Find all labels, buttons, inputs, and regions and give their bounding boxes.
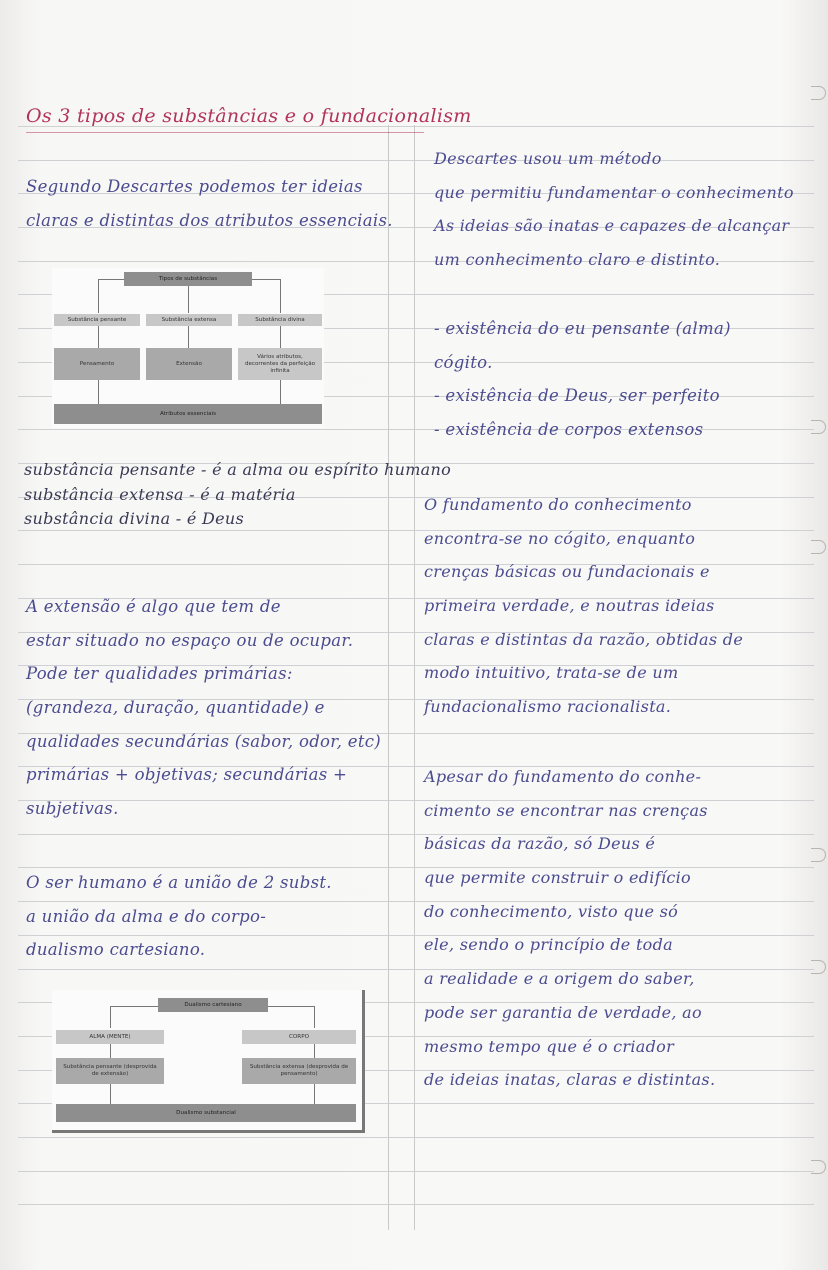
connector (314, 1084, 315, 1104)
margin-line-right (414, 125, 415, 1230)
text-line: Apesar do fundamento do conhe- (424, 767, 702, 786)
human-text (26, 866, 332, 967)
ruled-line (18, 1171, 814, 1172)
text-line: O fundamento do conhecimento (424, 495, 692, 514)
diagram-box-extension: Extensão (146, 348, 232, 380)
title-underline (26, 132, 424, 133)
text-line: claras e distintas da razão, obtidas de (424, 629, 744, 649)
text-line: a união da alma e do corpo- (26, 906, 267, 926)
text-line: do conhecimento, visto que só (424, 901, 679, 921)
text-line: Pode ter qualidades primárias: (26, 664, 293, 684)
diagram-box-body: CORPO (242, 1030, 356, 1044)
text-line: modo intuitivo, trata-se de um (424, 663, 679, 683)
text-line: A extensão é algo que tem de (26, 597, 281, 616)
connector (280, 326, 281, 348)
text-line: encontra-se no cógito, enquanto (424, 528, 696, 548)
god-text (424, 760, 715, 1097)
connector (110, 1044, 111, 1058)
connector (280, 380, 281, 404)
text-line: (grandeza, duração, quantidade) e (26, 698, 325, 718)
text-line: As ideias são inatas e capazes de alcançar (434, 216, 790, 236)
diagram-box-thinking: Substância pensante (54, 314, 140, 326)
binder-ring (811, 848, 826, 862)
diagram-box-divine: Substância divina (238, 314, 322, 326)
text-line: qualidades secundárias (sabor, odor, etc) (26, 731, 382, 751)
diagram-box-extended-substance: Substância extensa (desprovida de pensamento) (242, 1058, 356, 1084)
text-line: estar situado no espaço ou de ocupar. (26, 630, 354, 650)
substance-types-diagram (52, 268, 324, 428)
connector (280, 279, 281, 313)
connector (110, 1006, 111, 1028)
text-line: cógito. (434, 352, 493, 372)
text-line: substância pensante - é a alma ou espírito humano (24, 460, 452, 479)
intro-text (26, 170, 393, 237)
text-line: pode ser garantia de verdade, ao (424, 1002, 702, 1022)
connector (188, 326, 189, 348)
text-line: primárias + objetivas; secundárias + (26, 765, 348, 785)
text-line: subjetivas. (26, 799, 119, 819)
diagram-box-soul: ALMA (MENTE) (56, 1030, 164, 1044)
text-line: - existência do eu pensante (alma) (434, 319, 731, 338)
connector (188, 286, 189, 313)
connector (98, 279, 99, 313)
text-line: de ideias inatas, claras e distintas. (424, 1070, 716, 1090)
diagram-box-thought: Pensamento (54, 348, 140, 380)
text-line: - existência de corpos extensos (434, 420, 704, 440)
margin-line-left (388, 125, 389, 1230)
diagram-box-thinking-substance: Substância pensante (desprovida de extensão) (56, 1058, 164, 1084)
binder-ring (811, 1160, 826, 1174)
connector (268, 1006, 314, 1007)
binder-ring (811, 420, 826, 434)
ruled-line (18, 1204, 814, 1205)
method-text (434, 142, 794, 277)
text-line: substância extensa - é a matéria (24, 484, 296, 504)
ruled-line (18, 1137, 814, 1138)
text-line: primeira verdade, e noutras ideias (424, 596, 715, 616)
text-line: substância divina - é Deus (24, 509, 245, 529)
text-line: fundacionalismo racionalista. (424, 697, 672, 717)
text-line: Descartes usou um método (434, 149, 662, 168)
connector (98, 279, 124, 280)
text-line: cimento se encontrar nas crenças (424, 800, 708, 820)
connector (314, 1006, 315, 1028)
text-line: dualismo cartesiano. (26, 940, 206, 960)
foundation-text (424, 488, 743, 724)
binder-ring (811, 540, 826, 554)
page-title: Os 3 tipos de substâncias e o fundacionalism (26, 105, 472, 127)
text-line: Segundo Descartes podemos ter ideias (26, 177, 363, 196)
diagram-bottom-box: Atributos essenciais (54, 404, 322, 424)
text-line: claras e distintas dos atributos essenciais. (26, 210, 393, 230)
text-line: - existência de Deus, ser perfeito (434, 386, 720, 406)
connector (314, 1044, 315, 1058)
text-line: básicas da razão, só Deus é (424, 834, 656, 854)
connector (110, 1006, 158, 1007)
text-line: O ser humano é a união de 2 subst. (26, 873, 332, 892)
text-line: um conhecimento claro e distinto. (434, 250, 721, 270)
diagram-top-box: Tipos de substâncias (124, 272, 252, 286)
existence-list (434, 312, 731, 447)
connector (110, 1084, 111, 1104)
binder-ring (811, 960, 826, 974)
binder-ring (811, 86, 826, 100)
text-line: que permitiu fundamentar o conhecimento (434, 182, 794, 202)
diagram-top-box: Dualismo cartesiano (158, 998, 268, 1012)
text-line: que permite construir o edifício (424, 868, 691, 888)
connector (252, 279, 280, 280)
diagram-box-attributes: Vários atributos, decorrentes da perfeição infinita (238, 348, 322, 380)
text-line: mesmo tempo que é o criador (424, 1036, 675, 1056)
text-line: a realidade e a origem do saber, (424, 969, 695, 989)
connector (98, 380, 99, 404)
text-line: crenças básicas ou fundacionais e (424, 562, 710, 582)
diagram-box-extended: Substância extensa (146, 314, 232, 326)
dualism-diagram (52, 990, 365, 1133)
connector (98, 326, 99, 348)
text-line: ele, sendo o princípio de toda (424, 935, 673, 955)
extension-text (26, 590, 381, 826)
diagram-bottom-box: Dualismo substancial (56, 1104, 356, 1122)
substances-list (24, 453, 451, 536)
